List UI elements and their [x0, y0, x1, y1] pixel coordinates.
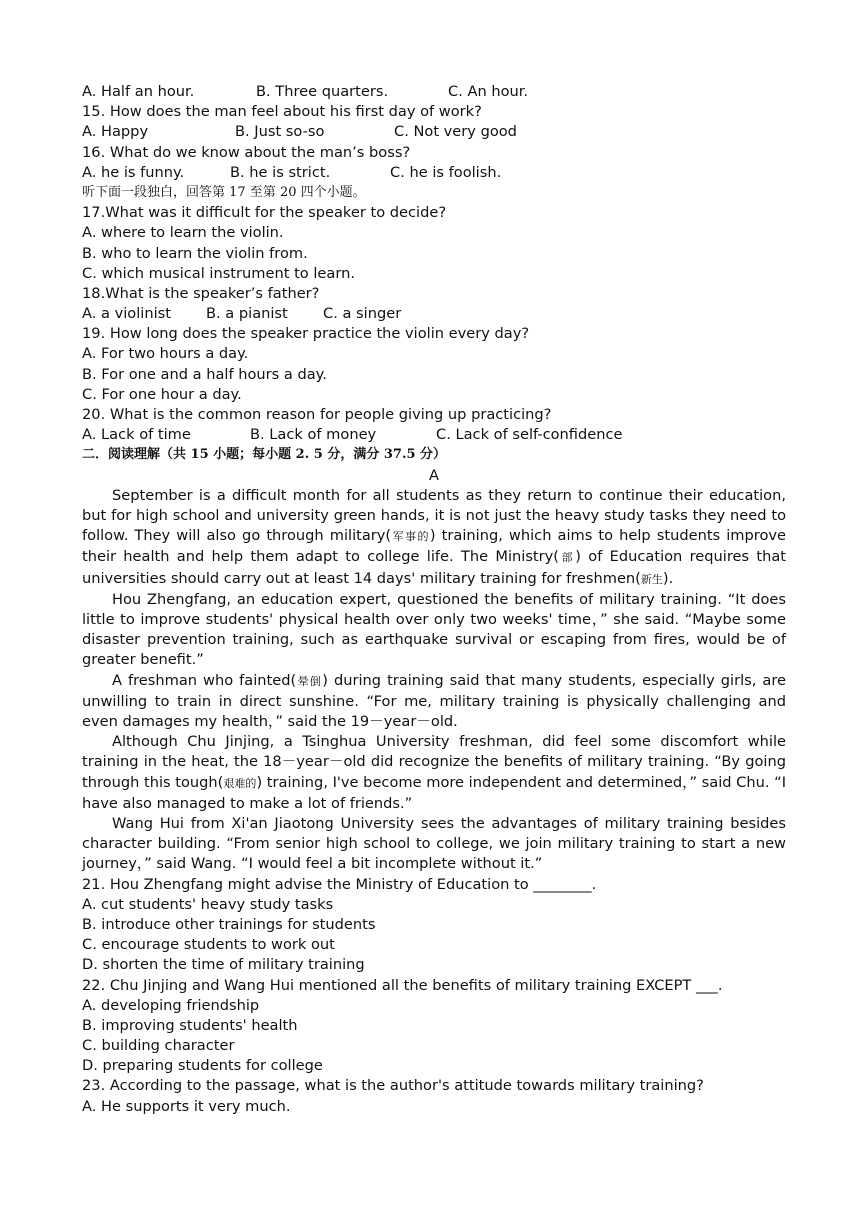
q18-option-c: C. a singer — [323, 305, 402, 323]
q18-question: 18.What is the speaker’s father? — [82, 284, 320, 302]
p3-text-1: A freshman who fainted( — [112, 671, 297, 689]
q20-option-b: B. Lack of money — [250, 426, 377, 444]
q17-option-a: A. where to learn the violin. — [82, 224, 284, 242]
q14-option-a: A. Half an hour. — [82, 83, 195, 100]
q20-option-c: C. Lack of self-confidence — [436, 426, 623, 444]
q18-options — [82, 304, 786, 324]
q14-option-c: C. An hour. — [448, 83, 529, 100]
q22-option-b: B. improving students' health — [82, 1016, 298, 1034]
q21-option-b: B. introduce other trainings for students — [82, 915, 376, 933]
p4-gloss-tough: 艰难的 — [223, 776, 257, 790]
passage-paragraph-5: Wang Hui from Xi'an Jiaotong University sees the advantages of military training besides character building. “From senior high school to college, we join military training to start a new journey，” said Wang. “I would feel a bit incomplete without it.” — [82, 815, 786, 873]
q19-option-a: A. For two hours a day. — [82, 345, 249, 363]
passage-letter: A — [429, 466, 439, 484]
q15-options — [82, 122, 786, 142]
monologue-instruction: 听下面一段独白，回答第 17 至第 20 四个小题。 — [82, 184, 366, 200]
p3-text-2: ) during training said that many students, especially girls, are unwilling to train in direct sunshine. “For me, military training is physically challenging and even damages my health，” said the 19－year－old. — [82, 671, 786, 730]
p4-text-2: ) training, I've become more independent and determined，” said Chu. “I have also managed to make a lot of friends.” — [82, 773, 787, 812]
p1-text-1: September is a difficult month for all students as they return to continue their education, but for high school and university green hands, it is not just the heavy study tasks they need to follow. They will also go through military( — [82, 486, 786, 545]
q15-option-b: B. Just so-so — [235, 123, 325, 141]
q15-question: 15. How does the man feel about his first day of work? — [82, 103, 482, 121]
q21-question: 21. Hou Zhengfang might advise the Ministry of Education to ________. — [82, 875, 597, 893]
q15-option-a: A. Happy — [82, 123, 149, 141]
q15-option-c: C. Not very good — [394, 123, 517, 141]
q17-question: 17.What was it difficult for the speaker to decide? — [82, 204, 447, 222]
passage-paragraph-2: Hou Zhengfang, an education expert, questioned the benefits of military training. “It does little to improve students' physical health over only two weeks' time，” she said. “Maybe some disaster prevention training, such as earthquake survival or escaping from fires, would be of greater benefit.” — [82, 590, 786, 669]
q20-options — [82, 425, 786, 445]
q23-question: 23. According to the passage, what is the author's attitude towards military training? — [82, 1077, 704, 1095]
q20-question: 20. What is the common reason for people giving up practicing? — [82, 406, 552, 423]
q22-option-d: D. preparing students for college — [82, 1057, 323, 1075]
q16-option-c: C. he is foolish. — [390, 163, 502, 181]
exam-page — [82, 82, 786, 1117]
q22-option-c: C. building character — [82, 1037, 235, 1055]
q17-option-b: B. who to learn the violin from. — [82, 244, 308, 262]
q22-question: 22. Chu Jinjing and Wang Hui mentioned all the benefits of military training EXCEPT ___. — [82, 976, 723, 994]
passage-paragraph-4 — [82, 732, 786, 814]
p1-text-4: ). — [662, 569, 674, 587]
passage-paragraph-1 — [82, 486, 786, 590]
q20-option-a: A. Lack of time — [82, 426, 191, 444]
p1-gloss-ministry: 部 — [558, 551, 576, 565]
q16-question: 16. What do we know about the man’s boss? — [82, 143, 411, 161]
q18-option-b: B. a pianist — [206, 305, 288, 323]
q19-option-c: C. For one hour a day. — [82, 385, 242, 403]
q21-option-a: A. cut students' heavy study tasks — [82, 895, 334, 913]
q16-option-b: B. he is strict. — [230, 163, 331, 181]
q19-option-b: B. For one and a half hours a day. — [82, 365, 327, 383]
q21-option-d: D. shorten the time of military training — [82, 956, 365, 974]
q14-option-b: B. Three quarters. — [256, 83, 389, 100]
q18-option-a: A. a violinist — [82, 305, 171, 323]
q23-option-a: A. He supports it very much. — [82, 1097, 291, 1115]
p1-text-2: ) training, which aims to help students improve their health and help them adapt to college life. The Ministry( — [82, 527, 786, 566]
p1-text-3: ) of Education requires that universities should carry out at least 14 days' military training for freshmen( — [82, 548, 787, 587]
q19-question: 19. How long does the speaker practice the violin every day? — [82, 325, 530, 343]
q17-option-c: C. which musical instrument to learn. — [82, 264, 355, 282]
p3-gloss-fainted: 晕倒 — [296, 674, 323, 688]
q14-options — [82, 82, 786, 102]
p1-gloss-military: 军事的 — [391, 530, 430, 544]
q16-option-a: A. he is funny. — [82, 163, 185, 181]
p4-text-1: Although Chu Jinjing, a Tsinghua University freshman, did feel some discomfort while training in the heat, the 18－year－old did recognize the benefits of military training. “By going through this tough( — [82, 733, 786, 791]
q22-option-a: A. developing friendship — [82, 996, 260, 1014]
passage-paragraph-3 — [82, 671, 786, 733]
q21-option-c: C. encourage students to work out — [82, 936, 335, 954]
p1-gloss-freshmen: 新生 — [640, 572, 663, 586]
q16-options — [82, 163, 786, 183]
reading-section-heading: 二．阅读理解（共 15 小题；每小题 2. 5 分，满分 37.5 分） — [82, 447, 447, 463]
